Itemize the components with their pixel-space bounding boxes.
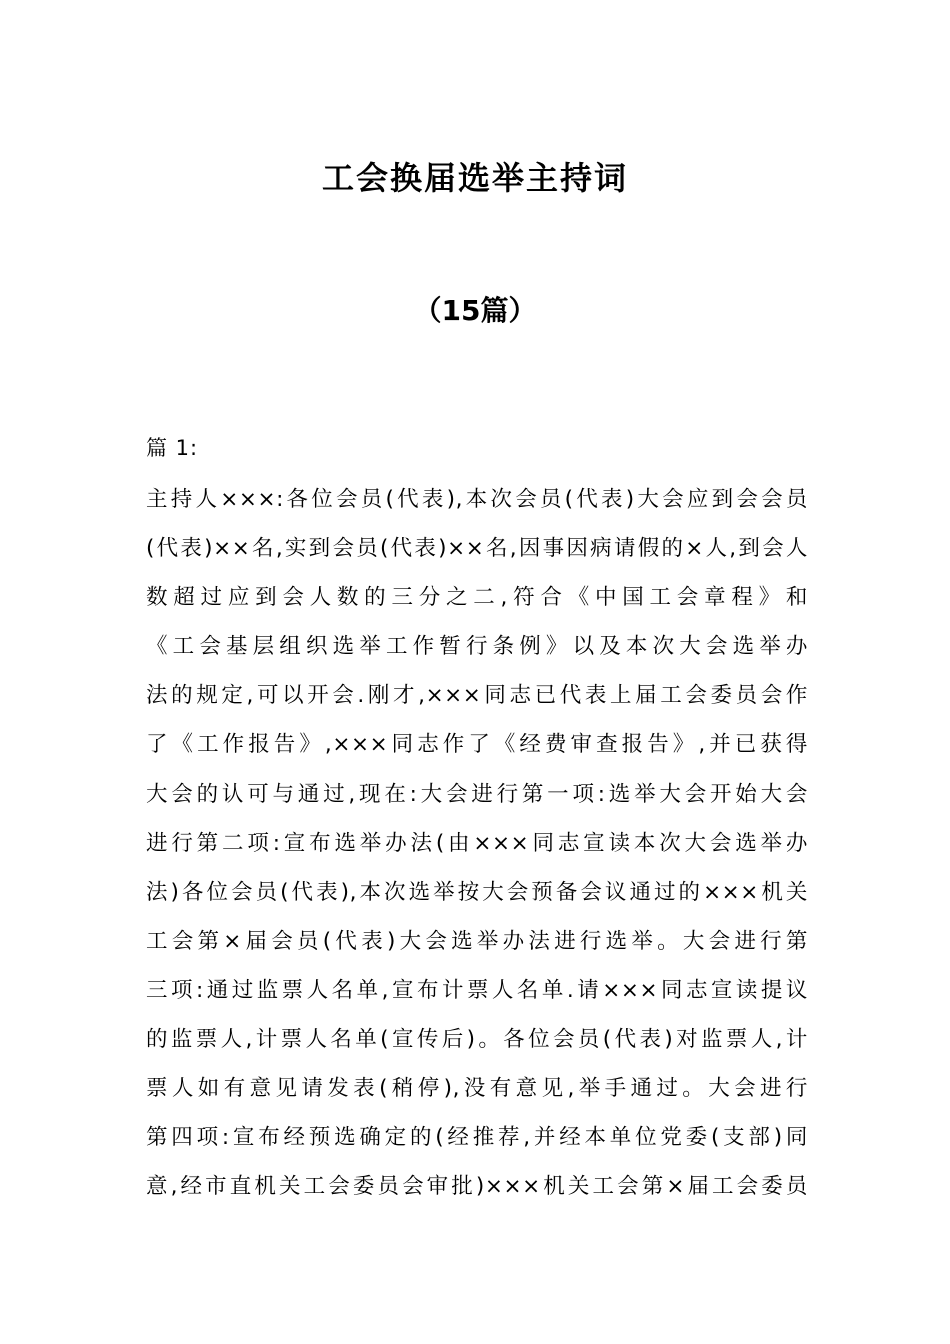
text-line: (代表)××名,实到会员(代表)××名,因事因病请假的×人,到会人	[146, 536, 808, 562]
text-line: 主持人×××:各位会员(代表),本次会员(代表)大会应到会会员	[146, 487, 808, 512]
text-line: 法的规定,可以开会.刚才,×××同志已代表上届工会委员会作	[146, 683, 808, 709]
text-line: 大会的认可与通过,现在:大会进行第一项:选举大会开始大会	[146, 781, 808, 807]
text-line: 意,经市直机关工会委员会审批)×××机关工会第×届工会委员	[146, 1174, 808, 1200]
text-line: 进行第二项:宣布选举办法(由×××同志宣读本次大会选举办	[146, 830, 808, 856]
text-line: 法)各位会员(代表),本次选举按大会预备会议通过的×××机关	[146, 879, 808, 905]
text-line: 的监票人,计票人名单(宣传后)。各位会员(代表)对监票人,计	[146, 1027, 808, 1053]
text-line: 票人如有意见请发表(稍停),没有意见,举手通过。大会进行	[146, 1076, 808, 1102]
body-paragraph	[146, 475, 808, 1211]
document-title: 工会换届选举主持词	[321, 159, 628, 197]
text-line: 工会第×届会员(代表)大会选举办法进行选举。大会进行第	[146, 928, 808, 954]
text-line: 数超过应到会人数的三分之二,符合《中国工会章程》和	[146, 585, 808, 611]
text-line: 了《工作报告》,×××同志作了《经费审查报告》,并已获得	[146, 732, 808, 758]
text-line: 三项:通过监票人名单,宣布计票人名单.请×××同志宣读提议	[146, 977, 808, 1003]
text-line: 第四项:宣布经预选确定的(经推荐,并经本单位党委(支部)同	[146, 1125, 808, 1151]
section-label: 篇 1:	[146, 436, 199, 460]
document-subtitle: （15篇）	[413, 294, 537, 327]
text-line: 《工会基层组织选举工作暂行条例》以及本次大会选举办	[146, 634, 808, 660]
